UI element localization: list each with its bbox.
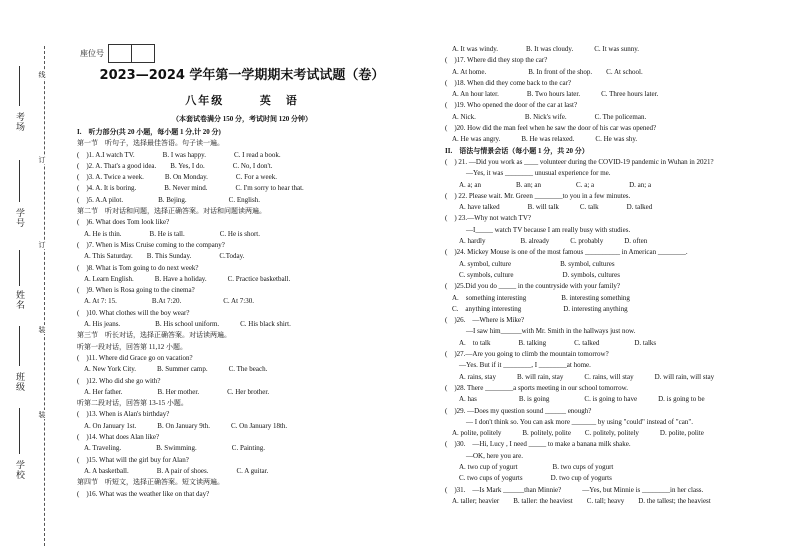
binding-margin (0, 0, 62, 560)
text-line: —OK, here you are. (445, 451, 523, 460)
question-line: ( ) 22. Please wait. Mr. Green ________to you in a few minutes. (445, 191, 631, 200)
section-heading: I. 听力部分(共 20 小题，每小题 1 分,计 20 分) (77, 128, 221, 136)
question-line: ( )18. When did they come back to the car? (445, 78, 572, 87)
text-line: A. Her father. B. Her mother. C. Her brother. (77, 387, 270, 396)
question-line: ( )31. —Is Mark ______than Minnie? —Yes, but Minnie is ________in her class. (445, 485, 704, 494)
question-line: ( )16. What was the weather like on that day? (77, 489, 210, 498)
field-line[interactable] (19, 326, 20, 366)
question-line: ( )9. When is Rosa going to the cinema? (77, 286, 195, 295)
label-student-id: 学号 (15, 208, 25, 228)
question-line: ( )14. What does Alan like? (77, 433, 160, 442)
question-line: ( ) 23.—Why not watch TV? (445, 214, 531, 223)
exam-note: （本套试卷满分 150 分，考试时间 120 分钟） (172, 115, 312, 123)
text-line: —I_____ watch TV because I am really busy with studies. (445, 225, 631, 234)
question-line: ( )6. What does Tom look like? (77, 218, 170, 227)
text-line: A. On January 1st. B. On January 9th. C. On January 18th. (77, 421, 288, 430)
text-line: A. taller; heavier B. taller: the heaviest C. tall; heavy D. the tallest; the heaviest (445, 496, 711, 505)
question-line: ( ) 21. —Did you work as ____ volunteer during the COVID-19 pandemic in Wuhan in 2021? (445, 157, 714, 166)
question-line: ( )19. Who opened the door of the car at last? (445, 101, 578, 110)
text-line: 听第二段对话，回答第 13-15 小题。 (77, 399, 188, 408)
text-line: 第三节 听长对话，选择正确答案。对话读两遍。 (77, 331, 231, 340)
question-line: ( )11. Where did Grace go on vacation? (77, 353, 193, 362)
seat-box[interactable] (108, 44, 132, 63)
text-line: A. His jeans. B. His school uniform. C. His black shirt. (77, 320, 291, 329)
text-line: A. rains, stay B. will rain, stay C. rains, will stay D. will rain, will stay (445, 372, 715, 381)
question-line: ( )4. A. It is boring. B. Never mind. C. I'm sorry to hear that. (77, 184, 304, 193)
question-line: ( )17. Where did they stop the car? (445, 56, 548, 65)
text-line: A. something interesting B. interesting something (445, 293, 630, 302)
text-line: A. has B. is going C. is going to have D. is going to be (445, 395, 705, 404)
text-line: A. It was windy. B. It was cloudy. C. It was sunny. (445, 45, 640, 53)
text-line: A. to talk B. talking C. talked D. talks (445, 338, 657, 347)
question-line: ( )25.Did you do _____ in the countryside with your family? (445, 282, 620, 291)
text-line: A. This Saturday. B. This Sunday. C.Today. (77, 252, 245, 261)
left-column (77, 127, 422, 500)
question-line: ( )5. A.A pilot. B. Bejing. C. English. (77, 195, 260, 204)
text-line: A. symbol, culture B. symbol, cultures (445, 259, 615, 268)
text-line: 第一节 听句子，选择最佳答语。句子读一遍。 (77, 139, 224, 148)
question-line: ( )12. Who did she go with? (77, 376, 161, 385)
text-line: A. At 7: 15. B.At 7:20. C. At 7:30. (77, 297, 254, 306)
grade-subject (92, 92, 392, 108)
question-line: ( )10. What clothes will the boy wear? (77, 308, 190, 317)
text-line: 第二节 听对话和问题，选择正确答案。对话和问题读两遍。 (77, 207, 266, 216)
seat-label: 座位号 (80, 48, 104, 58)
text-line: — I don't think so. You can ask more _______ by using "could" instead of "can". (445, 417, 693, 426)
question-line: ( )28. There ________a sports meeting in our school tomorrow. (445, 383, 628, 392)
section-heading: II. 语法与情景会话（每小题 1 分，共 20 分） (445, 146, 589, 155)
question-line: ( )30. —Hi, Lucy , I need _____ to make a banana milk shake. (445, 440, 631, 449)
text-line: C. two cups of yogurts D. two cup of yogurts (445, 474, 612, 483)
seat-number (80, 44, 155, 62)
question-line: ( )3. A. Twice a week. B. On Monday. C. For a week. (77, 173, 277, 182)
question-line: ( )27.—Are you going to climb the mountain tomorrow? (445, 350, 609, 359)
text-line: A. He was angry. B. He was relaxed. C. He was shy. (445, 135, 638, 144)
label-class: 班级 (15, 372, 25, 392)
label-school: 学校 (15, 460, 25, 480)
question-line: ( )24. Mickey Mouse is one of the most famous __________ in American ________. (445, 248, 688, 257)
text-line: —I saw him______with Mr. Smith in the hallways just now. (445, 327, 636, 336)
field-line[interactable] (19, 408, 20, 454)
field-line[interactable] (19, 66, 20, 106)
right-column (445, 44, 790, 507)
text-line: —Yes. But if it ________, I ________at home. (445, 361, 591, 370)
field-line[interactable] (19, 250, 20, 286)
cut-mark: 装 (38, 326, 46, 333)
question-line: ( )20. How did the man feel when he saw the door of his car was opened? (445, 124, 657, 133)
text-line: A. Nick. B. Nick's wife. C. The policeman. (445, 112, 647, 121)
cut-mark: 订 (38, 241, 46, 248)
question-line: ( )7. When is Miss Cruise coming to the company? (77, 240, 225, 249)
text-line: —Yes, it was ________ unusual experience for me. (445, 169, 611, 178)
label-exam-room: 考场 (15, 112, 25, 132)
text-line: A. two cup of yogurt B. two cups of yogurt (445, 462, 614, 471)
cut-line (44, 46, 45, 546)
text-line: A. polite, politely B. politely, polite C. politely, politely D. polite, polite (445, 429, 704, 438)
text-line: A. At home. B. In front of the shop. C. At school. (445, 67, 643, 76)
cut-mark: 装 (38, 411, 46, 418)
text-line: A. hardly B. already C. probably D. often (445, 237, 648, 246)
text-line: C. symbols, culture D. symbols, cultures (445, 270, 620, 279)
question-line: ( )13. When is Alan's birthday? (77, 410, 170, 419)
question-line: ( )1. A.I watch TV. B. I was happy. C. I read a book. (77, 150, 281, 159)
question-line: ( )26. —Where is Mike? (445, 316, 525, 325)
question-line: ( )8. What is Tom going to do next week? (77, 263, 199, 272)
text-line: A. Learn English. B. Have a holiday. C. Practice basketball. (77, 274, 291, 283)
text-line: 第四节 听短文，选择正确答案。短文读两遍。 (77, 478, 224, 487)
question-line: ( )2. A. That's a good idea. B. Yes, I do. C. No, I don't. (77, 161, 273, 170)
seat-box[interactable] (132, 44, 155, 63)
subject: 英 语 (259, 95, 299, 107)
text-line: A. An hour later. B. Two hours later. C. Three hours later. (445, 90, 659, 99)
text-line: A. Traveling. B. Swimming. C. Painting. (77, 444, 266, 453)
text-line: A. New York City. B. Summer camp. C. The beach. (77, 365, 268, 374)
text-line: A. He is thin. B. He is tall. C. He is short. (77, 229, 260, 238)
text-line: A. have talked B. will talk C. talk D. talked (445, 203, 653, 212)
cut-mark: 线 (38, 71, 46, 78)
text-line: C. anything interesting D. interesting anything (445, 304, 628, 313)
text-line: A. A basketball. B. A pair of shoes. C. A guitar. (77, 466, 269, 475)
text-line: A. a; an B. an; an C. a; a D. an; a (445, 180, 652, 189)
question-line: ( )15. What will the girl buy for Alan? (77, 455, 189, 464)
label-name: 姓名 (15, 290, 25, 310)
field-line[interactable] (19, 160, 20, 202)
question-line: ( )29. —Does my question sound ______ enough? (445, 406, 592, 415)
grade: 八年级 (185, 95, 225, 107)
cut-mark: 订 (38, 156, 46, 163)
exam-title: 2023—2024 学年第一学期期末考试试题（卷） (99, 68, 385, 83)
text-line: 听第一段对话，回答第 11,12 小题。 (77, 342, 187, 351)
